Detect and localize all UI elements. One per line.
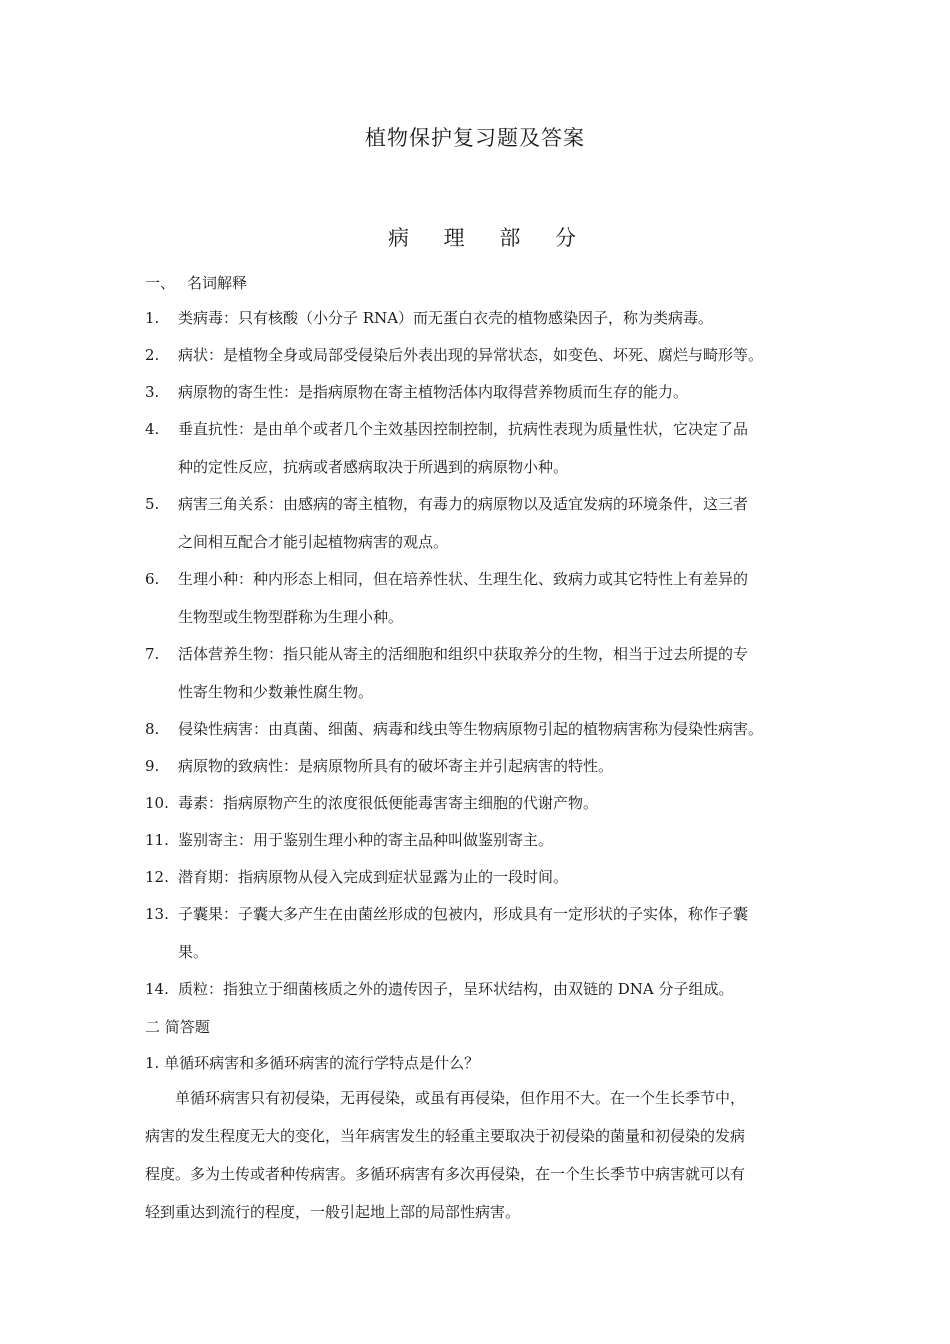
- part1-heading: [145, 270, 810, 306]
- term-item: [145, 343, 810, 368]
- term-item: [145, 567, 810, 630]
- term-number: 5.: [145, 495, 160, 513]
- term-text-line: 病状：是植物全身或局部受侵染后外表出现的异常状态，如变色、坏死、腐烂与畸形等。: [178, 346, 764, 364]
- term-item: [145, 492, 810, 555]
- term-text-line: 种的定性反应，抗病或者感病取决于所遇到的病原物小种。: [178, 458, 569, 476]
- term-text-line: 质粒：指独立于细菌核质之外的遗传因子，呈环状结构，由双链的 DNA 分子组成。: [178, 980, 734, 998]
- term-text-line: 生理小种：种内形态上相同，但在培养性状、生理生化、致病力或其它特性上有差异的: [178, 570, 749, 588]
- term-number: 10.: [145, 794, 169, 812]
- term-item: [145, 977, 810, 1002]
- answer-line: 病害的发生程度无大的变化，当年病害发生的轻重主要取决于初侵染的菌量和初侵染的发病: [145, 1127, 746, 1145]
- term-text-line: 垂直抗性：是由单个或者几个主效基因控制控制，抗病性表现为质量性状，它决定了品: [178, 420, 749, 438]
- term-text-line: 生物型或生物型群称为生理小种。: [178, 608, 404, 626]
- term-text-line: 侵染性病害：由真菌、细菌、病毒和线虫等生物病原物引起的植物病害称为侵染性病害。: [178, 720, 764, 738]
- term-item: [145, 642, 810, 705]
- answer-line: 单循环病害只有初侵染，无再侵染，或虽有再侵染，但作用不大。在一个生长季节中，: [175, 1089, 746, 1107]
- terms-list: [145, 306, 810, 1002]
- term-text-line: 活体营养生物：指只能从寄主的活细胞和组织中获取养分的生物，相当于过去所提的专: [178, 645, 749, 663]
- term-number: 14.: [145, 980, 169, 998]
- part1-heading-text: 名词解释: [187, 274, 248, 292]
- answer-line: 轻到重达到流行的程度，一般引起地上部的局部性病害。: [145, 1203, 521, 1221]
- term-text-line: 之间相互配合才能引起植物病害的观点。: [178, 533, 449, 551]
- document-title: 植物保护复习题及答案: [365, 126, 585, 150]
- term-text-line: 潜育期：指病原物从侵入完成到症状显露为止的一段时间。: [178, 868, 569, 886]
- term-number: 9.: [145, 757, 160, 775]
- question-1: 1. 单循环病害和多循环病害的流行学特点是什么？: [145, 1054, 480, 1072]
- term-text-line: 果。: [178, 943, 209, 961]
- term-item: [145, 828, 810, 853]
- term-number: 3.: [145, 383, 160, 401]
- term-text-line: 鉴别寄主：用于鉴别生理小种的寄主品种叫做鉴别寄主。: [178, 831, 554, 849]
- term-number: 1.: [145, 309, 160, 327]
- term-number: 2.: [145, 346, 160, 364]
- term-number: 6.: [145, 570, 160, 588]
- term-text-line: 性寄生物和少数兼性腐生物。: [178, 683, 374, 701]
- answer-line: 程度。多为土传或者种传病害。多循环病害有多次再侵染，在一个生长季节中病害就可以有: [145, 1165, 746, 1183]
- term-number: 8.: [145, 720, 160, 738]
- term-item: [145, 306, 810, 331]
- term-item: [145, 417, 810, 480]
- answer-1-paragraph: [145, 1086, 810, 1225]
- term-text-line: 病原物的致病性：是病原物所具有的破坏寄主并引起病害的特性。: [178, 757, 614, 775]
- document-body: [145, 270, 810, 1238]
- term-number: 4.: [145, 420, 160, 438]
- term-item: [145, 754, 810, 779]
- term-item: [145, 380, 810, 405]
- term-item: [145, 902, 810, 965]
- term-text-line: 病害三角关系：由感病的寄主植物，有毒力的病原物以及适宜发病的环境条件，这三者: [178, 495, 749, 513]
- term-number: 7.: [145, 645, 160, 663]
- term-item: [145, 865, 810, 890]
- section-title: 病 理 部 分: [387, 226, 591, 250]
- part2-heading: 二 简答题: [145, 1018, 210, 1036]
- term-number: 12.: [145, 868, 169, 886]
- term-item: [145, 717, 810, 742]
- term-number: 13.: [145, 905, 169, 923]
- term-text-line: 类病毒：只有核酸（小分子 RNA）而无蛋白衣壳的植物感染因子，称为类病毒。: [178, 309, 714, 327]
- term-text-line: 病原物的寄生性：是指病原物在寄主植物活体内取得营养物质而生存的能力。: [178, 383, 689, 401]
- term-text-line: 子囊果：子囊大多产生在由菌丝形成的包被内，形成具有一定形状的子实体，称作子囊: [178, 905, 749, 923]
- term-number: 11.: [145, 831, 169, 849]
- term-item: [145, 791, 810, 816]
- term-text-line: 毒素：指病原物产生的浓度很低便能毒害寄主细胞的代谢产物。: [178, 794, 599, 812]
- part1-number: 一、: [145, 274, 176, 292]
